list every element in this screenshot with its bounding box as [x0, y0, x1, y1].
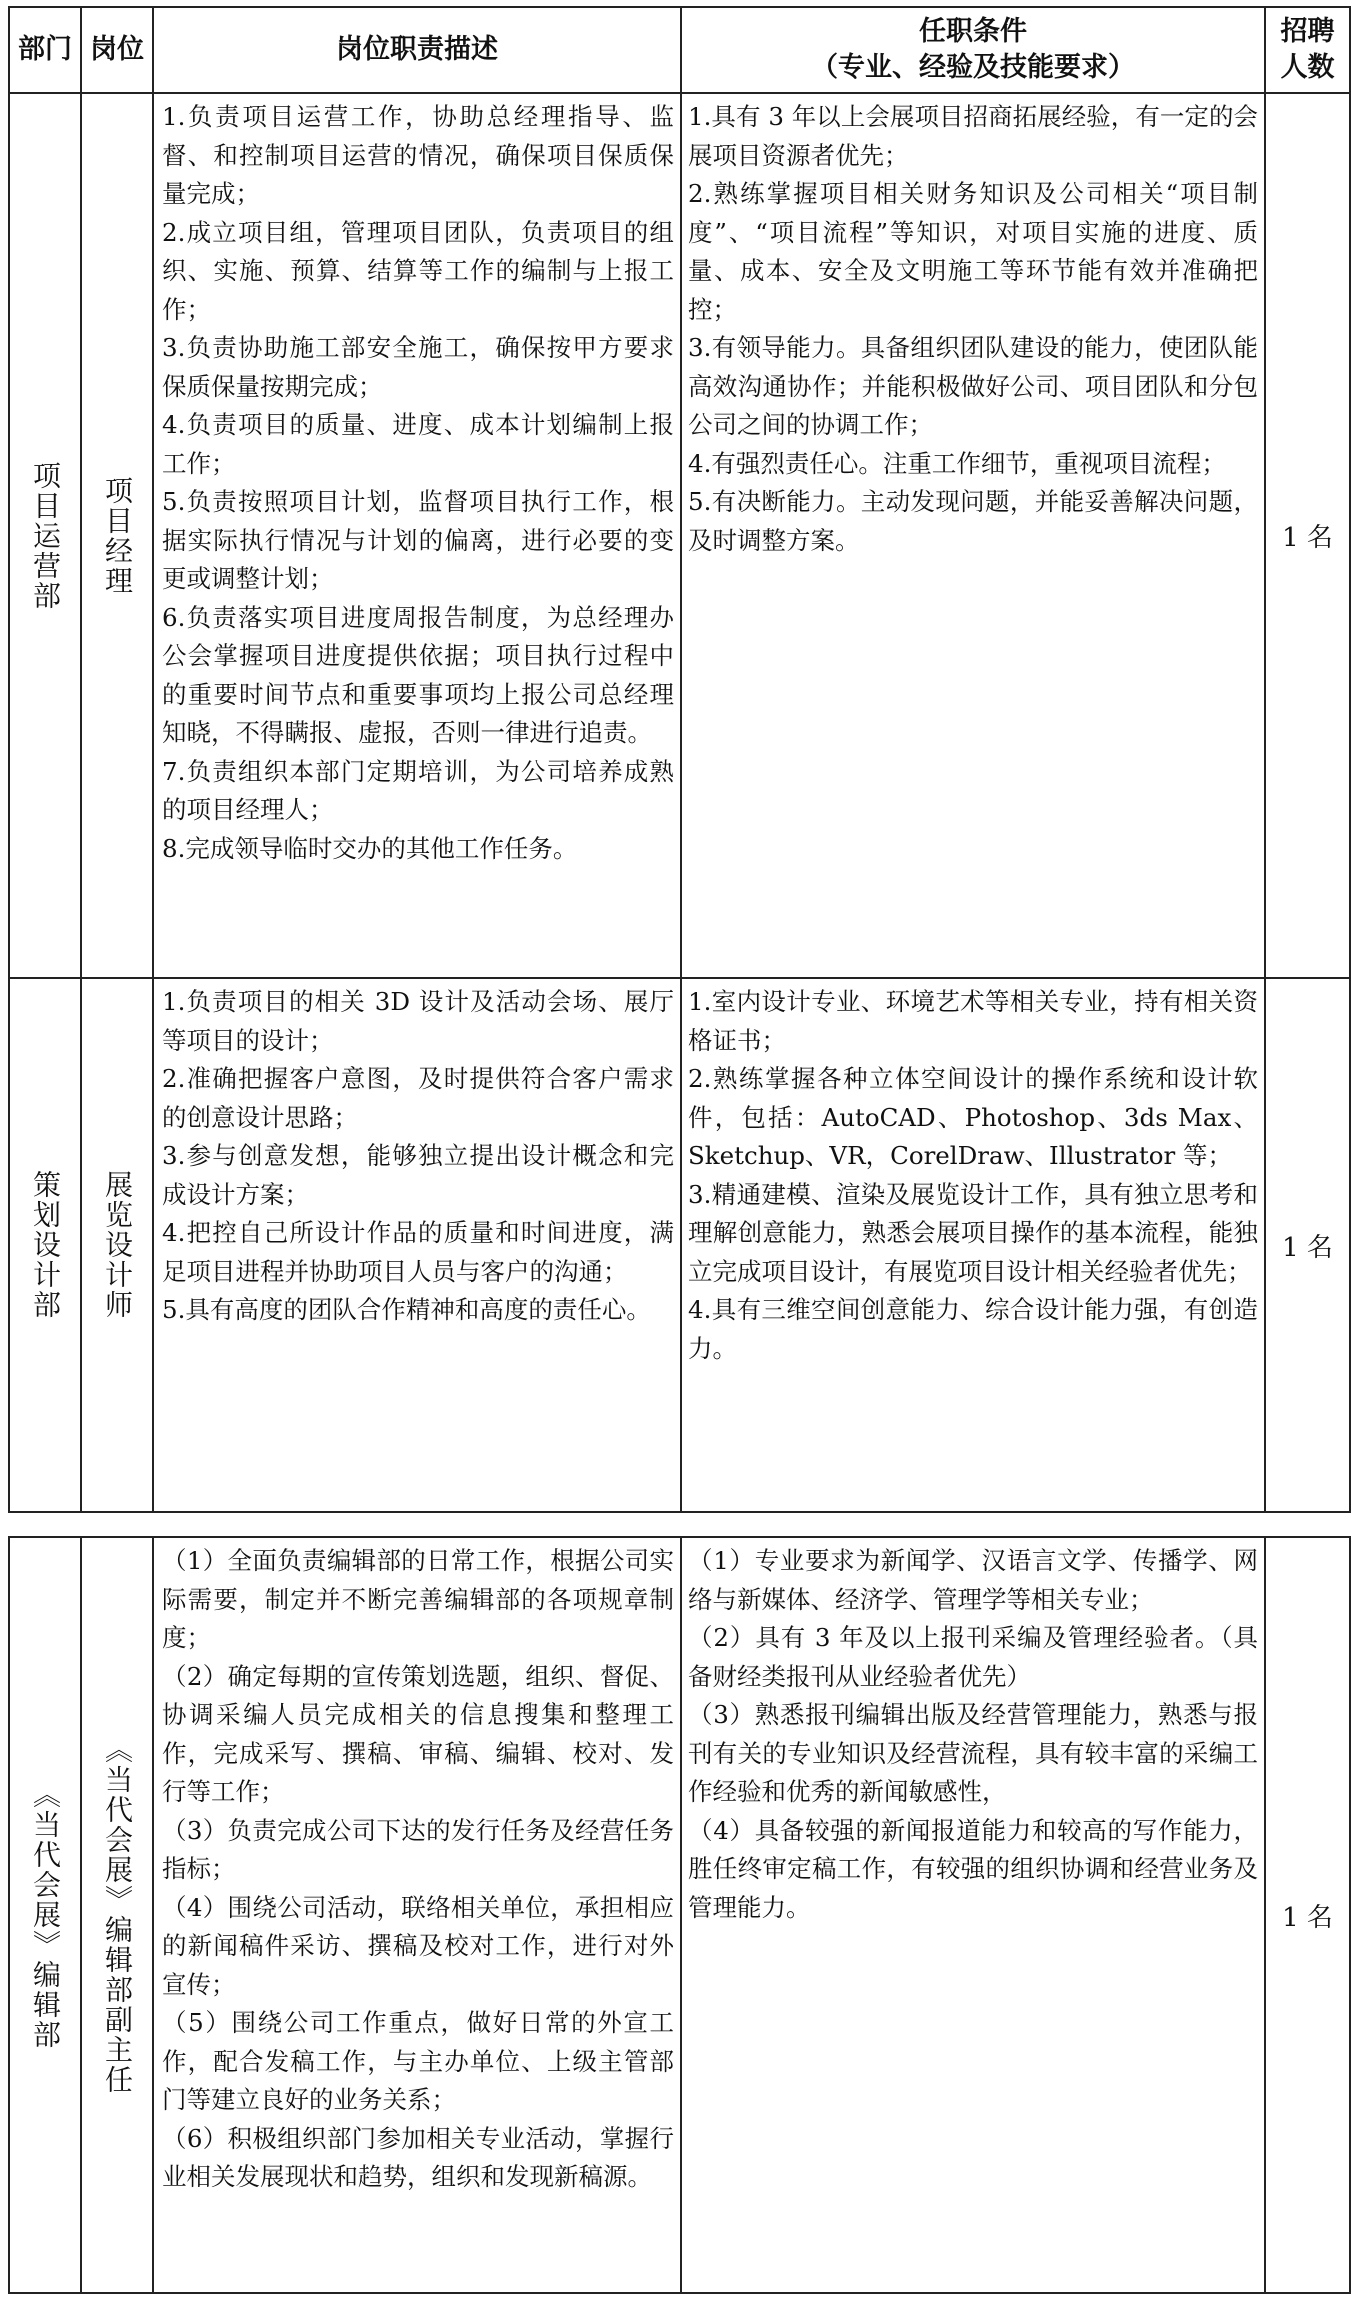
position-cell [81, 1537, 153, 2293]
requirement-item: （3）熟悉报刊编辑出版及经营管理能力，熟悉与报刊有关的专业知识及经营流程，具有较丰富的采编工作经验和优秀的新闻敏感性， [688, 1700, 1258, 1806]
duty-item: （4）围绕公司活动，联络相关单位，承担相应的新闻稿件采访、撰稿及校对工作，进行对外宣传； [162, 1892, 674, 1999]
requirements-list [682, 1538, 1264, 1931]
requirements-list [682, 94, 1264, 564]
duty-item: （2）确定每期的宣传策划选题，组织、督促、协调采编人员完成相关的信息搜集和整理工作，完成采写、撰稿、审稿、编辑、校对、发行等工作； [162, 1661, 674, 1806]
duties-cell [153, 93, 681, 978]
dept-cell [9, 1537, 81, 2293]
position-name: 《当代会展》编辑部副主任 [101, 1735, 134, 2095]
duty-item: 3.参与创意发想，能够独立提出设计概念和完成设计方案； [162, 1141, 674, 1209]
duties-cell [153, 1537, 681, 2293]
table-row [9, 978, 1350, 1512]
position-cell [81, 93, 153, 978]
header-requirements-line1: 任职条件 [919, 16, 1027, 47]
requirement-item: 4.具有三维空间创意能力、综合设计能力强，有创造力。 [688, 1295, 1258, 1363]
requirement-item: 4.有强烈责任心。注重工作细节，重视项目流程； [688, 448, 1226, 478]
header-requirements [681, 7, 1265, 93]
headcount-cell: 1 名 [1265, 93, 1350, 978]
position-name: 展览设计师 [101, 1170, 134, 1320]
header-requirements-line2: （专业、经验及技能要求） [811, 52, 1135, 83]
dept-name: 策划设计部 [29, 1170, 62, 1320]
duty-item: 4.负责项目的质量、进度、成本计划编制上报工作； [162, 410, 674, 478]
requirement-item: 1.室内设计专业、环境艺术等相关专业，持有相关资格证书； [688, 987, 1258, 1055]
dept-cell [9, 93, 81, 978]
requirement-item: 2.熟练掌握各种立体空间设计的操作系统和设计软件，包括：AutoCAD、Photoshop、3ds Max、Sketchup、VR，CorelDraw、Illustrator 等； [688, 1064, 1258, 1170]
requirement-item: 3.有领导能力。具备组织团队建设的能力，使团队能高效沟通协作；并能积极做好公司、项目团队和分包公司之间的协调工作； [688, 333, 1258, 439]
requirement-item: 5.有决断能力。主动发现问题，并能妥善解决问题，及时调整方案。 [688, 487, 1258, 555]
header-headcount-line1: 招聘 [1280, 16, 1335, 47]
job-table-page-2 [8, 1536, 1351, 2294]
duty-item: 8.完成领导临时交办的其他工作任务。 [162, 833, 578, 863]
dept-name: 《当代会展》编辑部 [29, 1780, 62, 2050]
duty-item: 4.把控自己所设计作品的质量和时间进度，满足项目进程并协助项目人员与客户的沟通； [162, 1218, 674, 1286]
requirements-cell [681, 978, 1265, 1512]
duty-item: （6）积极组织部门参加相关专业活动，掌握行业相关发展现状和趋势，组织和发现新稿源。 [162, 2123, 674, 2191]
duty-item: （1）全面负责编辑部的日常工作，根据公司实际需要，制定并不断完善编辑部的各项规章制度； [162, 1546, 674, 1652]
dept-cell [9, 978, 81, 1512]
header-headcount [1265, 7, 1350, 93]
position-name: 项目经理 [101, 475, 134, 596]
headcount-cell: 1 名 [1265, 1537, 1350, 2293]
duties-cell [153, 978, 681, 1512]
duty-item: （5）围绕公司工作重点，做好日常的外宣工作，配合发稿工作，与主办单位、上级主管部门等建立良好的业务关系； [162, 2008, 674, 2114]
duty-item: 7.负责组织本部门定期培训，为公司培养成熟的项目经理人； [162, 756, 674, 824]
headcount-cell: 1 名 [1265, 978, 1350, 1512]
requirement-item: （2）具有 3 年及以上报刊采编及管理经验者。（具备财经类报刊从业经验者优先） [688, 1623, 1258, 1691]
duty-item: 3.负责协助施工部安全施工，确保按甲方要求保质保量按期完成； [162, 333, 674, 401]
table-row [9, 93, 1350, 978]
duty-item: 2.成立项目组，管理项目团队，负责项目的组织、实施、预算、结算等工作的编制与上报工作； [162, 217, 674, 324]
job-table-page-1 [8, 6, 1351, 1513]
table-header-row [9, 7, 1350, 93]
requirement-item: （1）专业要求为新闻学、汉语言文学、传播学、网络与新媒体、经济学、管理学等相关专业； [688, 1546, 1258, 1614]
duty-item: 1.负责项目运营工作，协助总经理指导、监督、和控制项目运营的情况，确保项目保质保量完成； [162, 102, 674, 208]
header-position: 岗位 [81, 7, 153, 93]
requirements-cell [681, 93, 1265, 978]
duty-item: 5.负责按照项目计划，监督项目执行工作，根据实际执行情况与计划的偏离，进行必要的变更或调整计划； [162, 487, 674, 593]
requirements-cell [681, 1537, 1265, 2293]
table-row [9, 1537, 1350, 2293]
header-headcount-line2: 人数 [1280, 52, 1335, 83]
duty-item: 2.准确把握客户意图，及时提供符合客户需求的创意设计思路； [162, 1064, 674, 1132]
position-cell [81, 978, 153, 1512]
header-duties: 岗位职责描述 [153, 7, 681, 93]
requirements-list [682, 979, 1264, 1372]
duty-item: 6.负责落实项目进度周报告制度，为总经理办公会掌握项目进度提供依据；项目执行过程中的重要时间节点和重要事项均上报公司总经理知晓，不得瞒报、虚报，否则一律进行追责。 [162, 602, 674, 747]
requirement-item: 1.具有 3 年以上会展项目招商拓展经验，有一定的会展项目资源者优先； [688, 102, 1258, 170]
duty-item: 1.负责项目的相关 3D 设计及活动会场、展厅等项目的设计； [162, 987, 674, 1055]
duties-list [154, 1538, 680, 2201]
duty-item: （3）负责完成公司下达的发行任务及经营任务指标； [162, 1815, 674, 1883]
duties-list [154, 94, 680, 872]
requirement-item: 3.精通建模、渲染及展览设计工作，具有独立思考和理解创意能力，熟悉会展项目操作的基本流程，能独立完成项目设计，有展览项目设计相关经验者优先； [688, 1179, 1258, 1286]
requirement-item: （4）具备较强的新闻报道能力和较高的写作能力，胜任终审定稿工作，有较强的组织协调和经营业务及管理能力。 [688, 1815, 1258, 1922]
header-dept: 部门 [9, 7, 81, 93]
dept-name: 项目运营部 [29, 460, 62, 611]
duties-list [154, 979, 680, 1334]
duty-item: 5.具有高度的团队合作精神和高度的责任心。 [162, 1295, 651, 1324]
requirement-item: 2.熟练掌握项目相关财务知识及公司相关“项目制度”、“项目流程”等知识，对项目实施的进度、质量、成本、安全及文明施工等环节能有效并准确把控； [688, 179, 1258, 324]
